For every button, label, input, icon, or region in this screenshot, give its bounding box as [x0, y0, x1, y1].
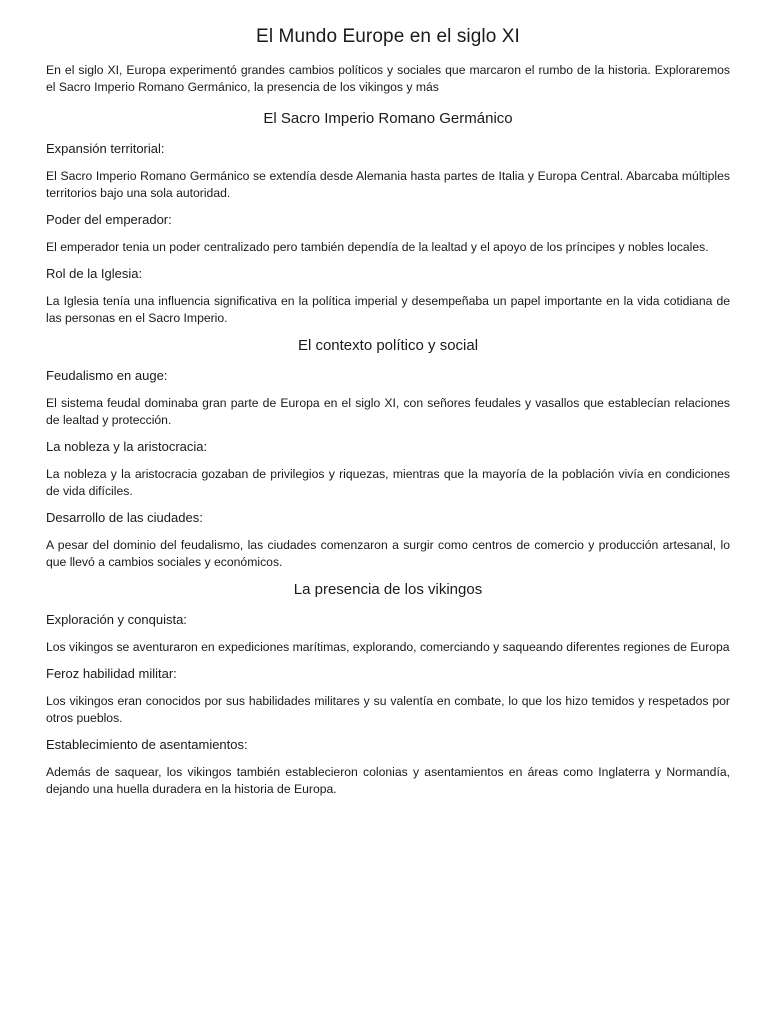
subsection-text: El Sacro Imperio Romano Germánico se extendía desde Alemania hasta partes de Italia y Europa Central. Abarcaba múltiples territorios bajo una sola autoridad.	[46, 169, 730, 200]
subsection-text: Además de saquear, los vikingos también establecieron colonias y asentamientos en áreas como Inglaterra y Normandía, dejando una huella duradera en la historia de Europa.	[46, 765, 730, 796]
subsection-heading: Expansión territorial:	[46, 141, 165, 156]
section-title: La presencia de los vikingos	[293, 581, 483, 598]
section-title: El contexto político y social	[297, 337, 479, 354]
section-title: El Sacro Imperio Romano Germánico	[263, 110, 513, 127]
subsection-heading: La nobleza y la aristocracia:	[46, 439, 208, 454]
subsection-text: El sistema feudal dominaba gran parte de Europa en el siglo XI, con señores feudales y vasallos que establecían relaciones de lealtad y protección.	[46, 396, 730, 427]
subsection-text: La Iglesia tenía una influencia significativa en la política imperial y desempeñaba un papel importante en la vida cotidiana de las personas en el Sacro Imperio.	[46, 294, 730, 325]
subsection-text: A pesar del dominio del feudalismo, las ciudades comenzaron a surgir como centros de comercio y producción artesanal, lo que llevó a cambios sociales y económicos.	[46, 538, 730, 569]
subsection-heading: Feudalismo en auge:	[46, 368, 168, 383]
subsection-heading: Exploración y conquista:	[46, 612, 187, 627]
section-sacro-imperio	[46, 110, 730, 327]
subsection-heading: Establecimiento de asentamientos:	[46, 737, 248, 752]
subsection-heading: Desarrollo de las ciudades:	[46, 510, 203, 525]
subsection-text: Los vikingos eran conocidos por sus habilidades militares y su valentía en combate, lo que los hizo temidos y respetados por otros pueblos.	[46, 694, 730, 725]
subsection-text: El emperador tenia un poder centralizado pero también dependía de la lealtad y el apoyo de los príncipes y nobles locales.	[46, 240, 709, 254]
subsection-heading: Poder del emperador:	[46, 212, 172, 227]
document-title: El Mundo Europe en el siglo XI	[256, 26, 520, 47]
intro-paragraph: En el siglo XI, Europa experimentó grandes cambios políticos y sociales que marcaron el rumbo de la historia. Exploraremos el Sacro Imperio Romano Germánico, la presencia de los vikingos y más	[46, 63, 730, 94]
subsection-heading: Feroz habilidad militar:	[46, 666, 177, 681]
section-vikingos	[46, 581, 730, 798]
subsection-heading: Rol de la Iglesia:	[46, 266, 143, 281]
subsection-text: La nobleza y la aristocracia gozaban de privilegios y riquezas, mientras que la mayoría de la población vivía en condiciones de vida difíciles.	[46, 467, 730, 498]
section-contexto-politico	[46, 337, 730, 571]
subsection-text: Los vikingos se aventuraron en expediciones marítimas, explorando, comerciando y saqueando diferentes regiones de Europa	[46, 640, 730, 654]
